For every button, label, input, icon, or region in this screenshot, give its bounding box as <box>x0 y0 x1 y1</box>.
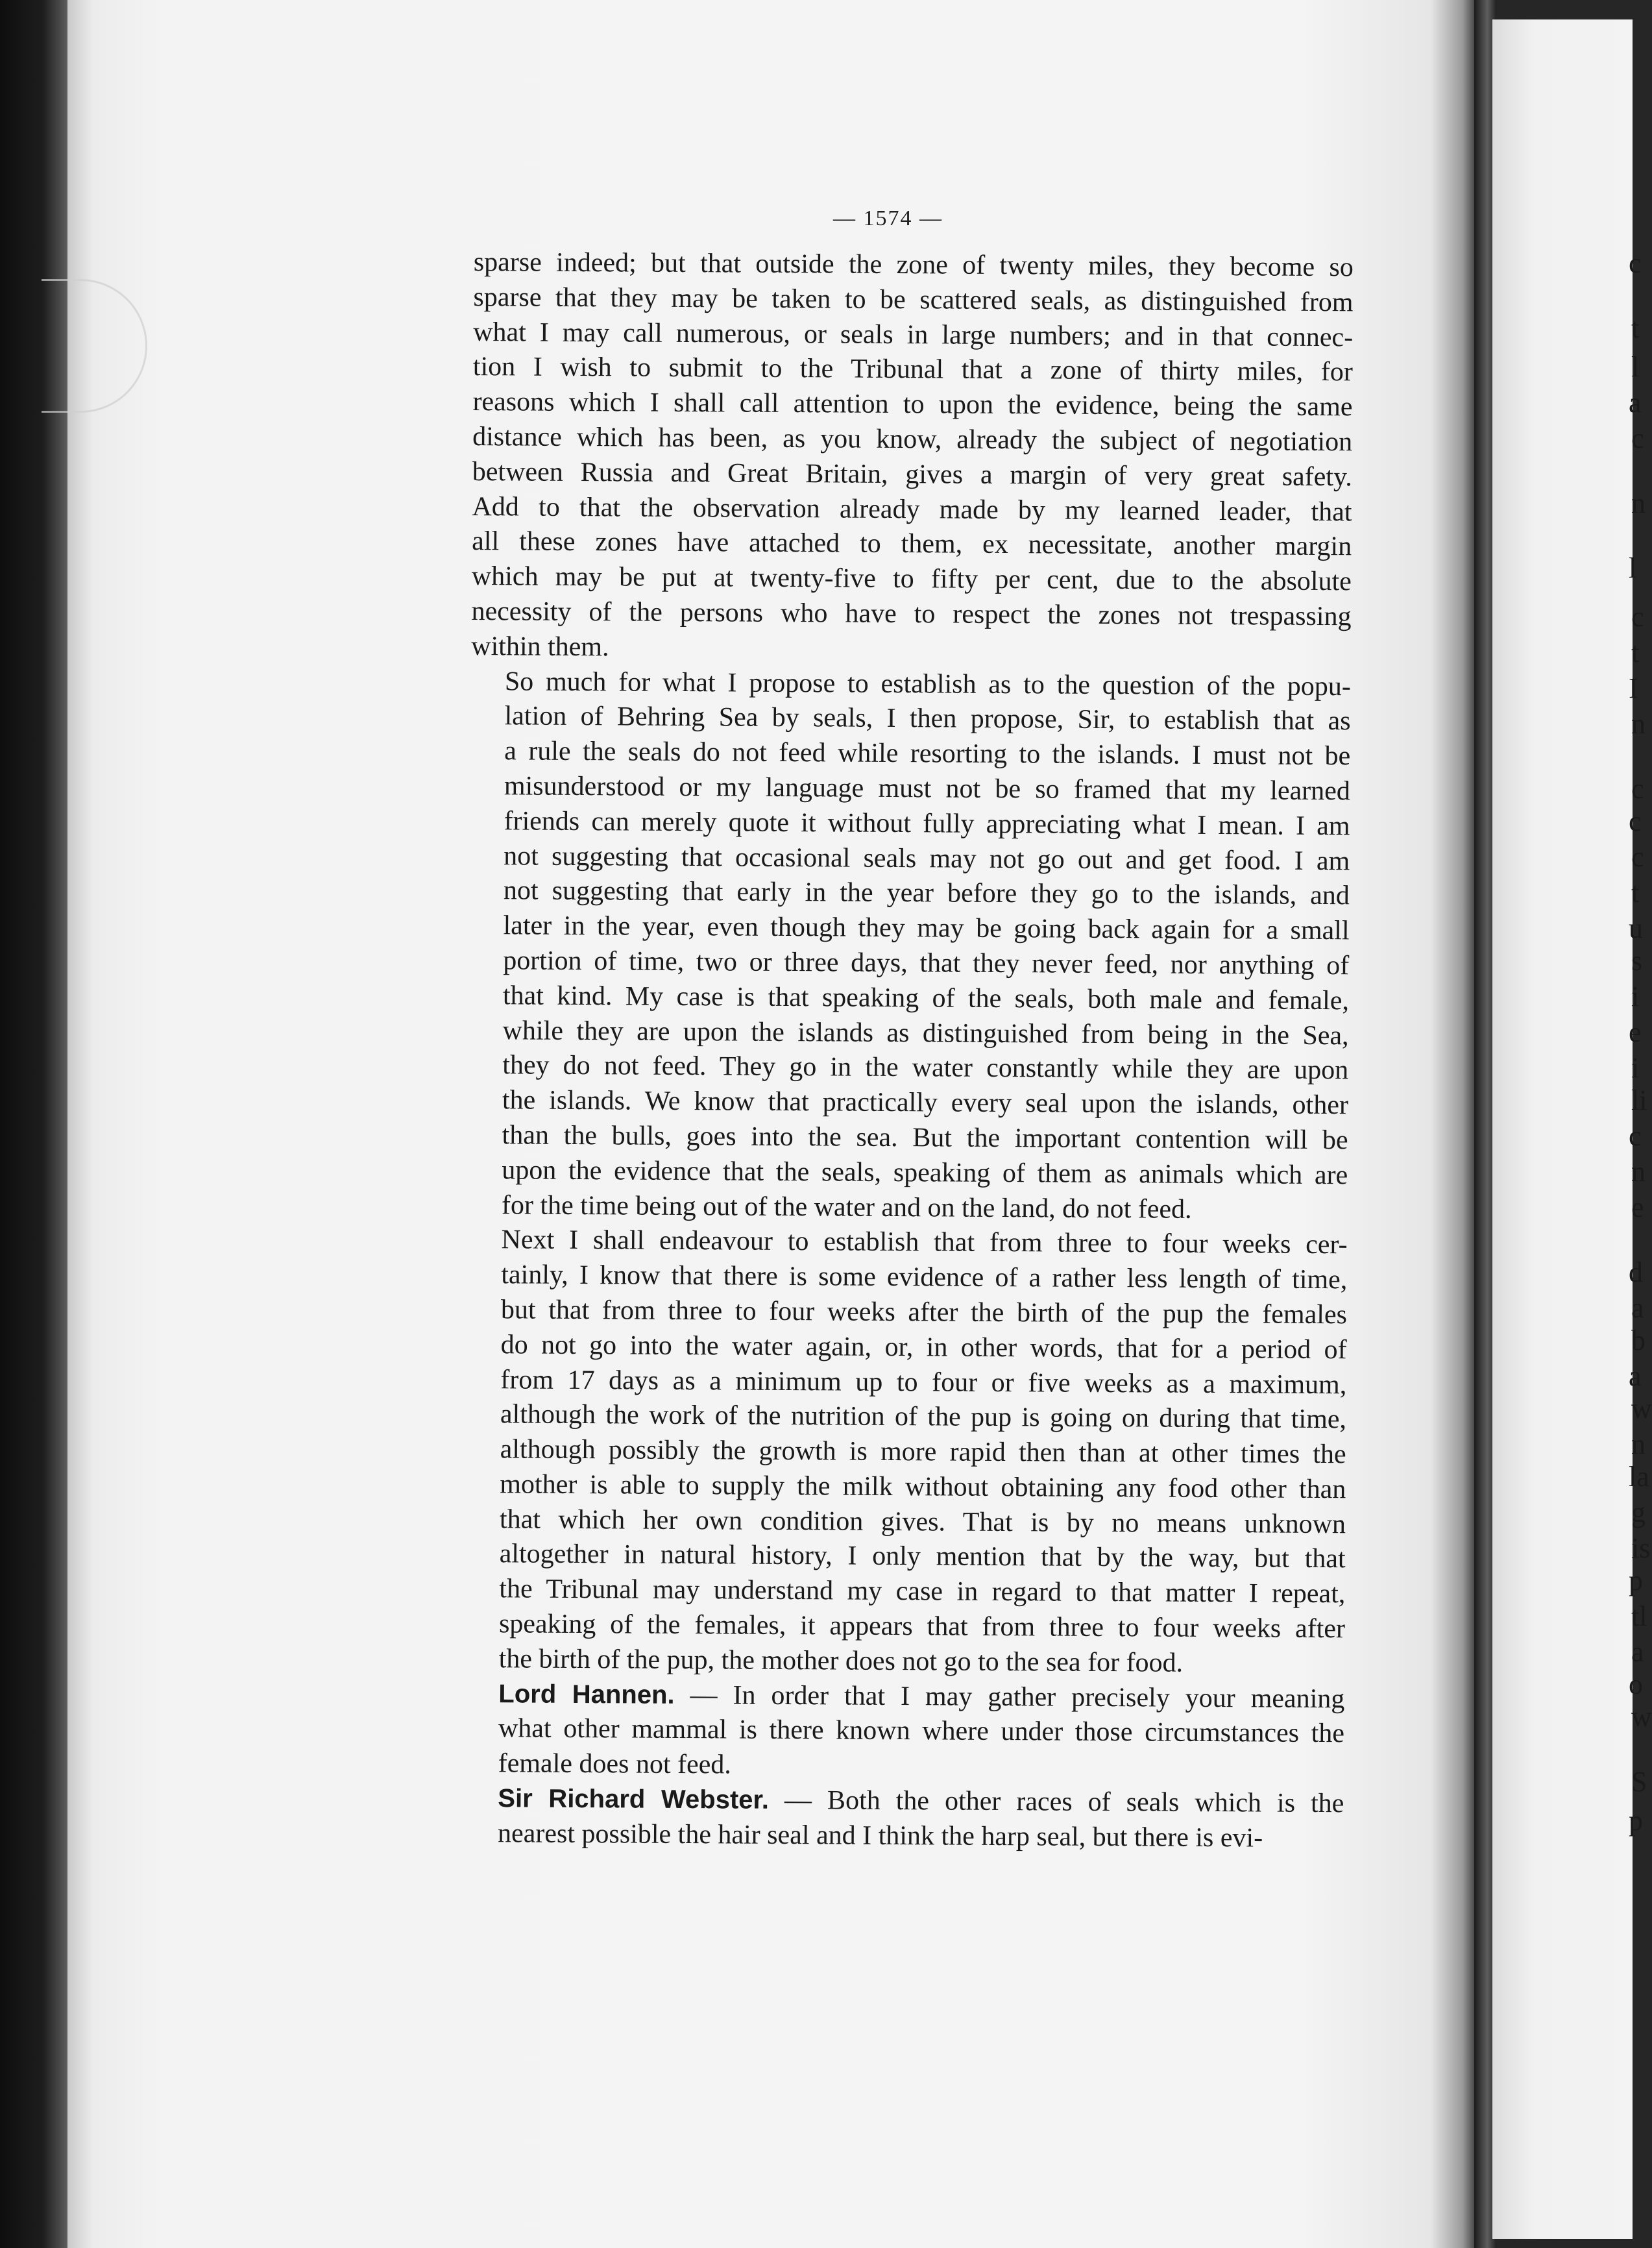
text-line: what I may call numerous, or seals in large numbers; and in that connec- <box>473 317 1354 352</box>
text-line: but that from three to four weeks after the birth of the pup the females <box>500 1295 1348 1330</box>
facing-page-letter: I <box>1629 672 1638 704</box>
facing-page-letter: c <box>1631 422 1644 454</box>
speech-line: female does not feed. <box>498 1748 732 1780</box>
facing-page-letter: c <box>1631 601 1644 633</box>
text-line: they do not feed. They go in the water constantly while they are upon <box>502 1050 1349 1086</box>
next-page-edge <box>1492 19 1652 2239</box>
speech-line <box>464 1781 1344 1822</box>
page-number: — 1574 — <box>833 206 943 230</box>
facing-page-letter: u <box>1629 912 1643 944</box>
facing-page-letter: e <box>1631 1191 1644 1223</box>
text-line: misunderstood or my language must not be so framed that my learned <box>504 771 1351 807</box>
text-line: sparse that they may be taken to be scattered seals, as distinguished from <box>473 282 1354 318</box>
text-line: lation of Behring Sea by seals, I then propose, Sir, to establish that as <box>504 701 1351 737</box>
text-line: while they are upon the islands as distinguished from being in the Sea, <box>502 1015 1349 1051</box>
facing-page-letter: S <box>1631 1766 1647 1798</box>
speaker-name: Sir Richard Webster. <box>498 1784 770 1814</box>
facing-page-letter: li <box>1631 1084 1647 1116</box>
text-line: tion I wish to submit to the Tribunal that a zone of thirty miles, for <box>472 352 1353 387</box>
facing-page-letter: n <box>1631 1156 1646 1188</box>
paper-clip-mark <box>42 279 147 413</box>
text-line: that kind. My case is that speaking of the seals, both male and female, <box>502 981 1350 1016</box>
facing-page-letter: c <box>1631 773 1644 805</box>
text-line: between Russia and Great Britain, gives a margin of very great safety. <box>472 456 1352 493</box>
text-line: speaking of the females, it appears that from three to four weeks after <box>498 1609 1346 1644</box>
text-line: for the time being out of the water and on the land, do not feed. <box>501 1190 1192 1225</box>
facing-page-letter: is <box>1631 1532 1651 1564</box>
facing-page-letter: a <box>1629 387 1642 419</box>
text-line: the birth of the pup, the mother does not go to the sea for food. <box>498 1644 1184 1678</box>
text-line: all these zones have attached to them, ex necessitate, another margin <box>472 526 1352 562</box>
text-line: do not go into the water again, or, in other words, that for a period of <box>500 1329 1347 1365</box>
facing-page-letter: t <box>1631 877 1640 909</box>
speaker-name: Lord Hannen. <box>498 1679 675 1709</box>
speech-line: what other mammal is there known where under those circumstances the <box>498 1713 1345 1749</box>
facing-page-letter: d <box>1629 1256 1643 1288</box>
facing-page-letter: a <box>1631 1292 1644 1324</box>
facing-page-letter: la <box>1629 1461 1649 1493</box>
text-line: which may be put at twenty-five to fifty per cent, due to the absolute <box>471 561 1352 597</box>
text-line: tainly, I know that there is some evidence of a rather less length of time, <box>501 1260 1348 1295</box>
text-line: sparse indeed; but that outside the zone of twenty miles, they become so <box>473 247 1354 283</box>
text-line: from 17 days as a minimum up to four or five weeks as a maximum, <box>500 1364 1347 1400</box>
facing-page-letter: b <box>1631 1325 1646 1356</box>
facing-page-letter: c <box>1629 1120 1642 1152</box>
text-line: later in the year, even though they may be going back again for a small <box>503 910 1350 946</box>
text-line: So much for what I propose to establish as to the question of the popu- <box>504 666 1352 702</box>
text-line: although possibly the growth is more rapid then than at other times the <box>500 1434 1346 1470</box>
text-line: a rule the seals do not feed while resorting to the islands. I must not be <box>504 736 1351 772</box>
facing-page-letter: t <box>1631 312 1640 344</box>
text-line: portion of time, two or three days, that they never feed, nor anything of <box>503 946 1350 981</box>
paragraph-1 <box>471 245 1354 670</box>
facing-page-letter: p <box>1629 1565 1643 1596</box>
body-text <box>464 245 1354 1857</box>
facing-page-letter: w <box>1631 1701 1652 1733</box>
facing-page-letter: o <box>1629 1668 1643 1700</box>
facing-page-letter: l <box>1629 552 1637 584</box>
text-line: Add to that the observation already made by my learned leader, that <box>472 491 1352 527</box>
facing-page-letter: l <box>1631 351 1640 383</box>
speech-text: — Both the other races of seals which is the <box>768 1785 1344 1819</box>
paragraph-3 <box>465 1223 1348 1682</box>
facing-page-letter: n <box>1631 708 1646 740</box>
text-line: not suggesting that early in the year before they go to the islands, and <box>503 875 1350 911</box>
text-line: the Tribunal may understand my case in regard to that matter I repeat, <box>499 1574 1346 1609</box>
text-line: friends can merely quote it without fully appreciating what I mean. I am <box>504 806 1350 842</box>
speech-line <box>465 1677 1344 1717</box>
facing-page-letter: tl <box>1631 1600 1647 1632</box>
facing-page-letter: w <box>1631 1393 1652 1424</box>
facing-page-letter: n <box>1631 487 1646 519</box>
text-line: that which her own condition gives. That is by no means unknown <box>499 1504 1346 1539</box>
text-line: not suggesting that occasional seals may not go out and get food. I am <box>504 840 1350 876</box>
text-line: distance which has been, as you know, already the subject of negotiation <box>472 421 1353 458</box>
facing-page-letter: c <box>1629 247 1642 279</box>
facing-page-letter: g <box>1631 1497 1646 1528</box>
facing-page-letter: n <box>1631 1428 1646 1460</box>
text-line: necessity of the persons who have to respect the zones not trespassing <box>471 596 1352 632</box>
speech-sir-richard-webster <box>464 1781 1344 1857</box>
text-line: upon the evidence that the seals, speaking of them as animals which are <box>502 1155 1348 1190</box>
facing-page-letter: a <box>1631 1636 1644 1668</box>
facing-page-letter: t <box>1631 637 1640 668</box>
facing-page-letter: c <box>1631 841 1644 873</box>
facing-page-letter: a <box>1629 1360 1642 1392</box>
speech-lord-hannen <box>465 1677 1345 1787</box>
text-line: although the work of the nutrition of the pup is going on during that time, <box>500 1399 1347 1435</box>
speech-text: — In order that I may gather precisely your meaning <box>674 1680 1345 1714</box>
text-line: than the bulls, goes into the sea. But the important contention will be <box>502 1120 1348 1156</box>
speech-line: nearest possible the hair seal and I think the harp seal, but there is evi- <box>497 1818 1263 1853</box>
text-line: within them. <box>471 631 609 663</box>
text-line: reasons which I shall call attention to upon the evidence, being the same <box>472 387 1353 422</box>
facing-page-letter: i <box>1631 981 1640 1012</box>
text-line: altogether in natural history, I only mention that by the way, but that <box>499 1539 1346 1574</box>
facing-page-letter: e <box>1629 1016 1642 1048</box>
text-line: mother is able to supply the milk without obtaining any food other than <box>500 1469 1346 1505</box>
facing-page-letter: c <box>1629 805 1642 837</box>
text-line: Next I shall endeavour to establish that from three to four weeks cer- <box>501 1225 1348 1260</box>
paragraph-2 <box>468 665 1351 1228</box>
facing-page-letter: s <box>1631 945 1643 977</box>
facing-page-letter: i <box>1631 1052 1640 1084</box>
text-line: the islands. We know that practically every seal upon the islands, other <box>502 1085 1349 1121</box>
facing-page-letter: p <box>1629 1805 1643 1837</box>
